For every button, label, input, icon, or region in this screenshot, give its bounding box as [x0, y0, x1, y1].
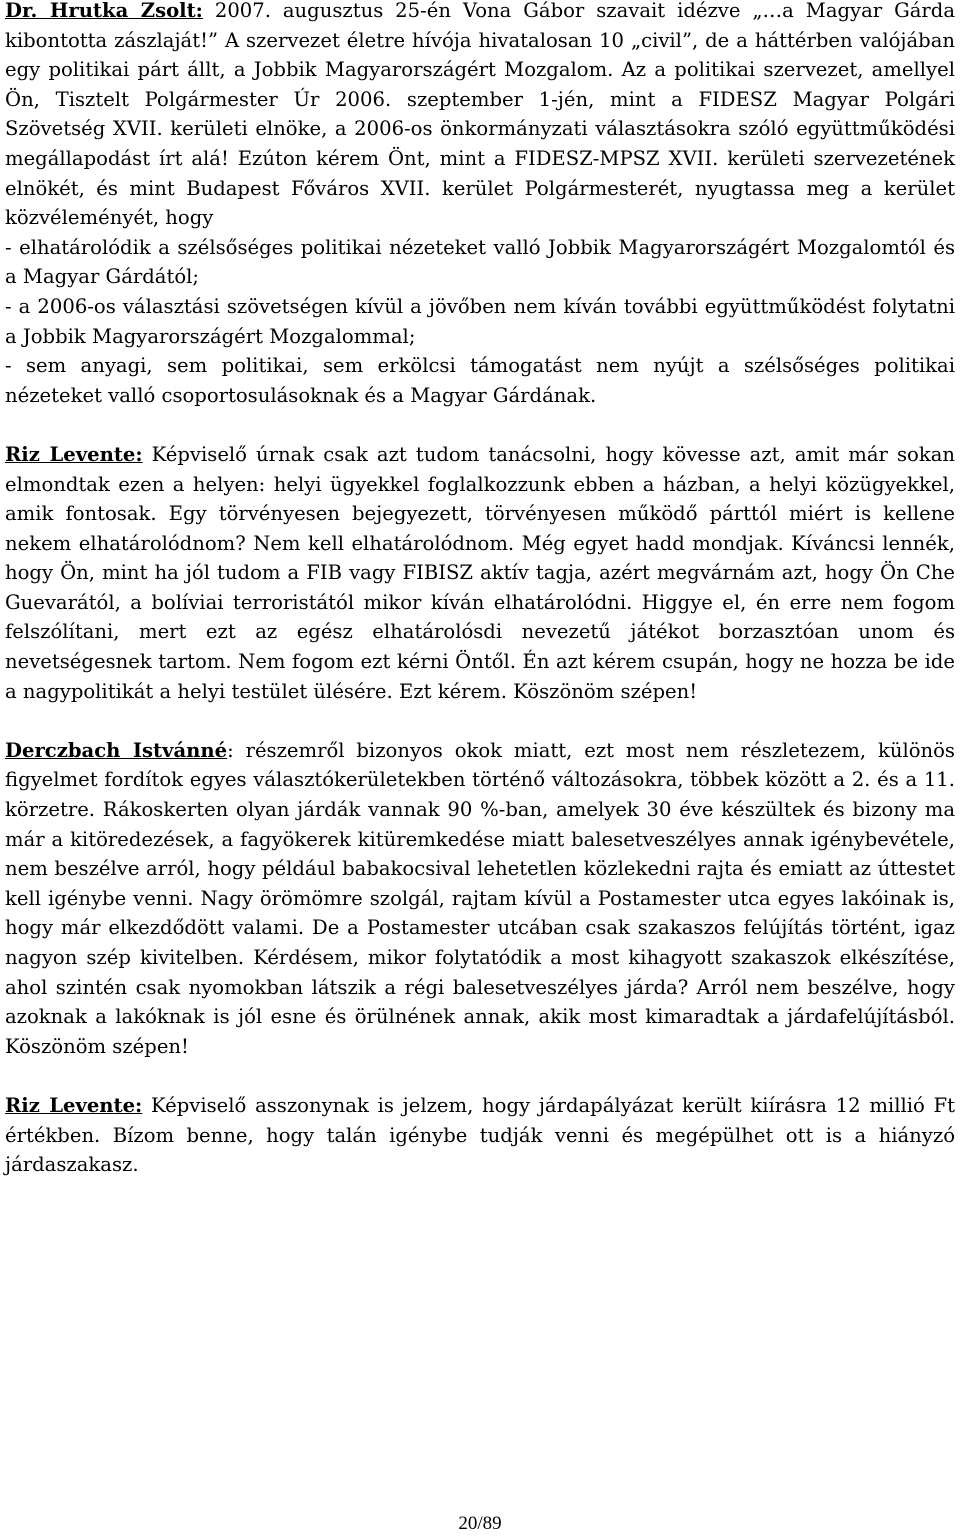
speaker-name: Riz Levente: — [5, 1093, 143, 1117]
speaker-name: Dr. Hrutka Zsolt: — [5, 0, 203, 22]
paragraph-text: Képviselő úrnak csak azt tudom tanácsolni, hogy kövesse azt, amit már sokan elmondtak ezen a helyen: helyi ügyekkel foglalkozzunk ebben a házban, a helyi közügyekkel, amik fontosak. Egy törvényesen bejegyezett, törvényesen működő párttól miért is kellene nekem elhatárolódnom? Nem kell elhatárolódnom. Még egyet hadd mondjak. Kíváncsi lennék, hogy Ön, mint ha jól tudom a FIB vagy FIBISZ aktív tagja, azért megvárnám azt, hogy Ön Che Guevarától, a bolíviai terroristától mikor kíván elhatárolódni. Higgye el, én erre nem fogom felszólítani, mert ezt az egész elhatárolósdi nevezetű játékot borzasztóan unom és nevetségesnek tartom. Nem fogom ezt kérni Öntől. Én azt kérem csupán, hogy ne hozza be ide a nagypolitikát a helyi testület ülésére. Ezt kérem. Köszönöm szépen! — [5, 442, 955, 703]
paragraph-text: : részemről bizonyos okok miatt, ezt most nem részletezem, különös figyelmet fordítok egyes választókerületekben történő változásokra, többek között a 2. és a 11. körzetre. Rákoskerten olyan járdák vannak 90 %-ban, amelyek 30 éve készültek és bizony ma már a kitöredezések, a fagyökerek kitüremkedése miatt balesetveszélyes annak igénybevétele, nem beszélve arról, hogy például babakocsival lehetetlen közlekedni rajta és emiatt az úttestet kell igénybe venni. Nagy örömömre szolgál, rajtam kívül a Postamester utca egyes lakóinak is, hogy már elkezdődött valami. De a Postamester utcában csak szakaszos felújítás történt, igaz nagyon szép kivitelben. Kérdésem, mikor folytatódik a most kihagyott szakaszok elkészítése, ahol szintén csak nyomokban látszik a régi balesetveszélyes járda? Arról nem beszélve, hogy azoknak a lakóknak is jól esne és örülnének annak, akik most kimaradtak a járdafelújításból. Köszönöm szépen! — [5, 738, 955, 1058]
paragraph-riz-2 — [5, 1091, 955, 1180]
list-item: - elhatárolódik a szélsőséges politikai nézeteket valló Jobbik Magyarországért Mozgalomtól és a Magyar Gárdától; — [5, 235, 955, 289]
page-number: 20/89 — [458, 1513, 502, 1534]
speaker-name: Derczbach Istvánné — [5, 738, 228, 762]
speaker-name: Riz Levente: — [5, 442, 143, 466]
paragraph-text: 2007. augusztus 25-én Vona Gábor szavait idézve „…a Magyar Gárda kibontotta zászlaját!” A szervezet életre hívója hivatalosan 10 „civil”, de a háttérben valójában egy politikai párt állt, a Jobbik Magyarországért Mozgalom. Az a politikai szervezet, amellyel Ön, Tisztelt Polgármester Úr 2006. szeptember 1-jén, mint a FIDESZ Magyar Polgári Szövetség XVII. kerületi elnöke, a 2006-os önkormányzati választásokra szóló együttműködési megállapodást írt alá! Ezúton kérem Önt, mint a FIDESZ-MPSZ XVII. kerületi szervezetének elnökét, és mint Budapest Főváros XVII. kerület Polgármesterét, nyugtassa meg a kerület közvéleményét, hogy — [5, 0, 956, 230]
document-page — [5, 0, 955, 1209]
paragraph-hrutka — [5, 0, 955, 410]
list-item: - a 2006-os választási szövetségen kívül a jövőben nem kíván további együttműködést folytatni a Jobbik Magyarországért Mozgalommal; — [5, 294, 955, 348]
paragraph-derczbach — [5, 736, 955, 1062]
list-item: - sem anyagi, sem politikai, sem erkölcsi támogatást nem nyújt a szélsőséges politikai nézeteket valló csoportosulásoknak és a Magyar Gárdának. — [5, 354, 955, 407]
paragraph-riz-1 — [5, 440, 955, 706]
paragraph-text: Képviselő asszonynak is jelzem, hogy járdapályázat került kiírásra 12 millió Ft értékben. Bízom benne, hogy talán igénybe tudják venni és megépülhet ott is a hiányzó járdaszakasz. — [5, 1093, 955, 1177]
